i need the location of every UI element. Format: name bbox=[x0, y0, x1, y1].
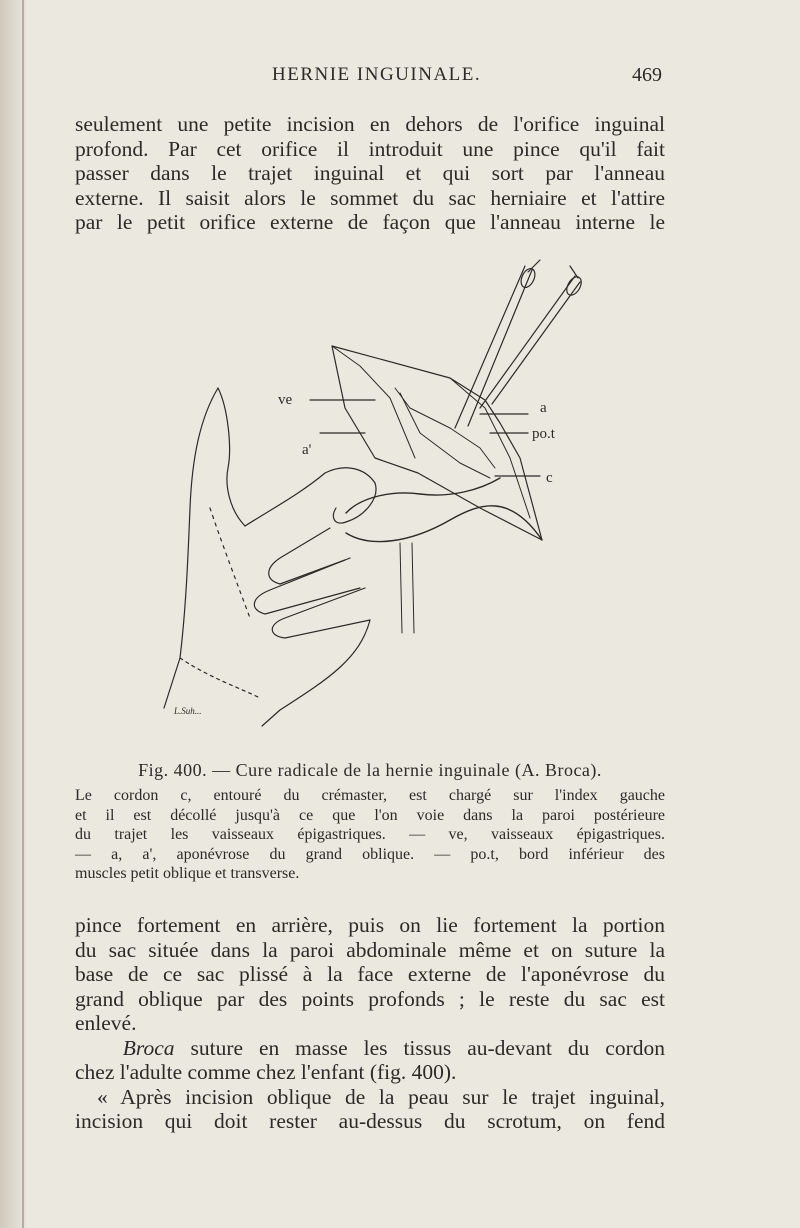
caption-line: du trajet les vaisseaux épigastriques. — ve, vaisseaux épigastriques. bbox=[75, 826, 665, 844]
figure-label-ve: ve bbox=[278, 392, 293, 408]
leader-lines bbox=[310, 400, 540, 476]
caption-line: muscles petit oblique et transverse. bbox=[75, 865, 300, 883]
text-line: grand oblique par des points profonds ; le reste du sac est bbox=[75, 986, 665, 1011]
text-line: enlevé. bbox=[75, 1011, 137, 1035]
caption-line: et il est décollé jusqu'à ce que l'on voie dans la paroi postérieure bbox=[75, 806, 665, 824]
caption-line: Le cordon c, entouré du crémaster, est chargé sur l'index gauche bbox=[75, 787, 665, 804]
broca-sentence: suture en masse les tissus au-devant du cordon bbox=[190, 1035, 666, 1060]
text-line: base de ce sac plissé à la face externe de l'aponévrose du bbox=[75, 962, 665, 986]
running-head bbox=[0, 64, 800, 94]
paragraph-top bbox=[75, 112, 665, 235]
figure-caption-body bbox=[75, 786, 665, 884]
text-line-broca bbox=[75, 1036, 665, 1061]
text-line: externe. Il saisit alors le sommet du sac herniaire et l'attire bbox=[75, 185, 665, 210]
caption-line: — a, a', aponévrose du grand oblique. — po.t, bord inférieur des bbox=[75, 845, 665, 863]
text-line: par le petit orifice externe de façon que l'anneau interne le bbox=[75, 210, 665, 234]
figure-label-c: c bbox=[546, 470, 553, 486]
artist-signature: L.Suh... bbox=[174, 706, 202, 716]
figure-caption-title: Fig. 400. — Cure radicale de la hernie inguinale (A. Broca). bbox=[138, 760, 602, 780]
figure-label-a-prime: a' bbox=[302, 442, 312, 458]
book-binding-edge bbox=[22, 0, 24, 1228]
figure-label-a: a bbox=[540, 400, 547, 416]
running-title: HERNIE INGUINALE. bbox=[272, 64, 482, 85]
text-line: du sac située dans la paroi abdominale même et on suture la bbox=[75, 937, 665, 962]
page-number: 469 bbox=[632, 64, 662, 86]
text-line: pince fortement en arrière, puis on lie fortement la portion bbox=[75, 913, 665, 937]
text-line: passer dans le trajet inguinal et qui sort par l'anneau bbox=[75, 161, 665, 185]
figure-400-illustration bbox=[150, 258, 610, 738]
forceps-drawing bbox=[455, 260, 584, 428]
text-line: seulement une petite incision en dehors de l'orifice inguinal bbox=[75, 112, 665, 136]
text-line: « Après incision oblique de la peau sur le trajet inguinal, bbox=[97, 1084, 665, 1109]
paragraph-bottom bbox=[75, 913, 665, 1134]
text-line: incision qui doit rester au-dessus du scrotum, on fend bbox=[75, 1109, 665, 1133]
text-line: chez l'adulte comme chez l'enfant (fig. 400). bbox=[75, 1060, 457, 1084]
text-line: profond. Par cet orifice il introduit une pince qu'il fait bbox=[75, 136, 665, 161]
hand-drawing bbox=[164, 388, 542, 726]
figure-label-pot: po.t bbox=[532, 426, 555, 442]
author-name-broca: Broca bbox=[122, 1035, 175, 1060]
